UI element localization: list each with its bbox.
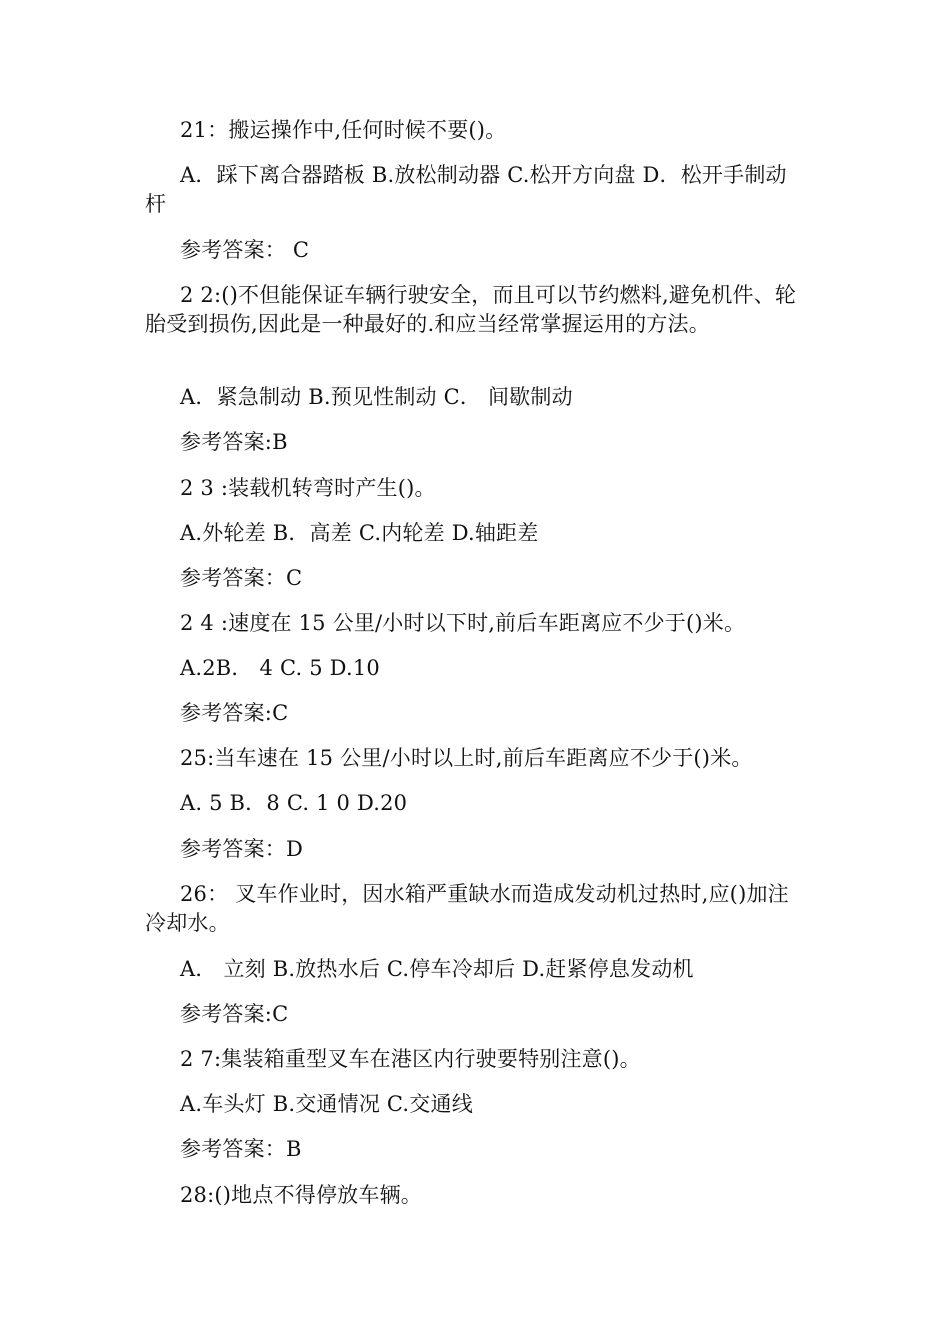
question-21-options: A．踩下离合器踏板 B.放松制动器 C.松开方向盘 D．松开手制动杆 xyxy=(145,163,787,216)
question-23: 2 3 :装载机转弯时产生()。 xyxy=(180,476,436,500)
question-24: 2 4 :速度在 15 公里/小时以下时,前后车距离应不少于()米。 xyxy=(180,611,746,635)
question-23-answer: 参考答案：C xyxy=(180,566,303,590)
question-21-answer: 参考答案： C xyxy=(180,238,310,262)
question-27-options: A.车头灯 B.交通情况 C.交通线 xyxy=(180,1092,473,1116)
question-25-answer: 参考答案：D xyxy=(180,837,304,861)
question-21: 21：搬运操作中,任何时候不要()。 xyxy=(180,118,507,142)
question-28: 28:()地点不得停放车辆。 xyxy=(180,1183,422,1207)
question-26-options: A． 立刻 B.放热水后 C.停车冷却后 D.赶紧停息发动机 xyxy=(180,957,694,981)
question-27-answer: 参考答案：B xyxy=(180,1137,302,1161)
question-27: 2 7:集装箱重型叉车在港区内行驶要特别注意()。 xyxy=(180,1047,641,1071)
question-22-options: A．紧急制动 B.预见性制动 C． 间歇制动 xyxy=(180,385,573,409)
question-25: 25:当车速在 15 公里/小时以上时,前后车距离应不少于()米。 xyxy=(180,746,753,770)
question-22: 2 2:()不但能保证车辆行驶安全，而且可以节约燃料,避免机件、轮胎受到损伤,因此是一种最好的.和应当经常掌握运用的方法。 xyxy=(145,283,797,336)
question-26: 26： 叉车作业时，因水箱严重缺水而造成发动机过热时,应()加注冷却水。 xyxy=(145,882,789,935)
question-22-answer: 参考答案:B xyxy=(180,430,288,454)
question-25-options: A. 5 B．8 C. 1 0 D.20 xyxy=(180,791,408,815)
question-26-answer: 参考答案:C xyxy=(180,1002,289,1026)
question-23-options: A.外轮差 B．高差 C.内轮差 D.轴距差 xyxy=(180,521,539,545)
question-24-options: A.2B． 4 C. 5 D.10 xyxy=(180,656,380,680)
question-24-answer: 参考答案:C xyxy=(180,701,289,725)
